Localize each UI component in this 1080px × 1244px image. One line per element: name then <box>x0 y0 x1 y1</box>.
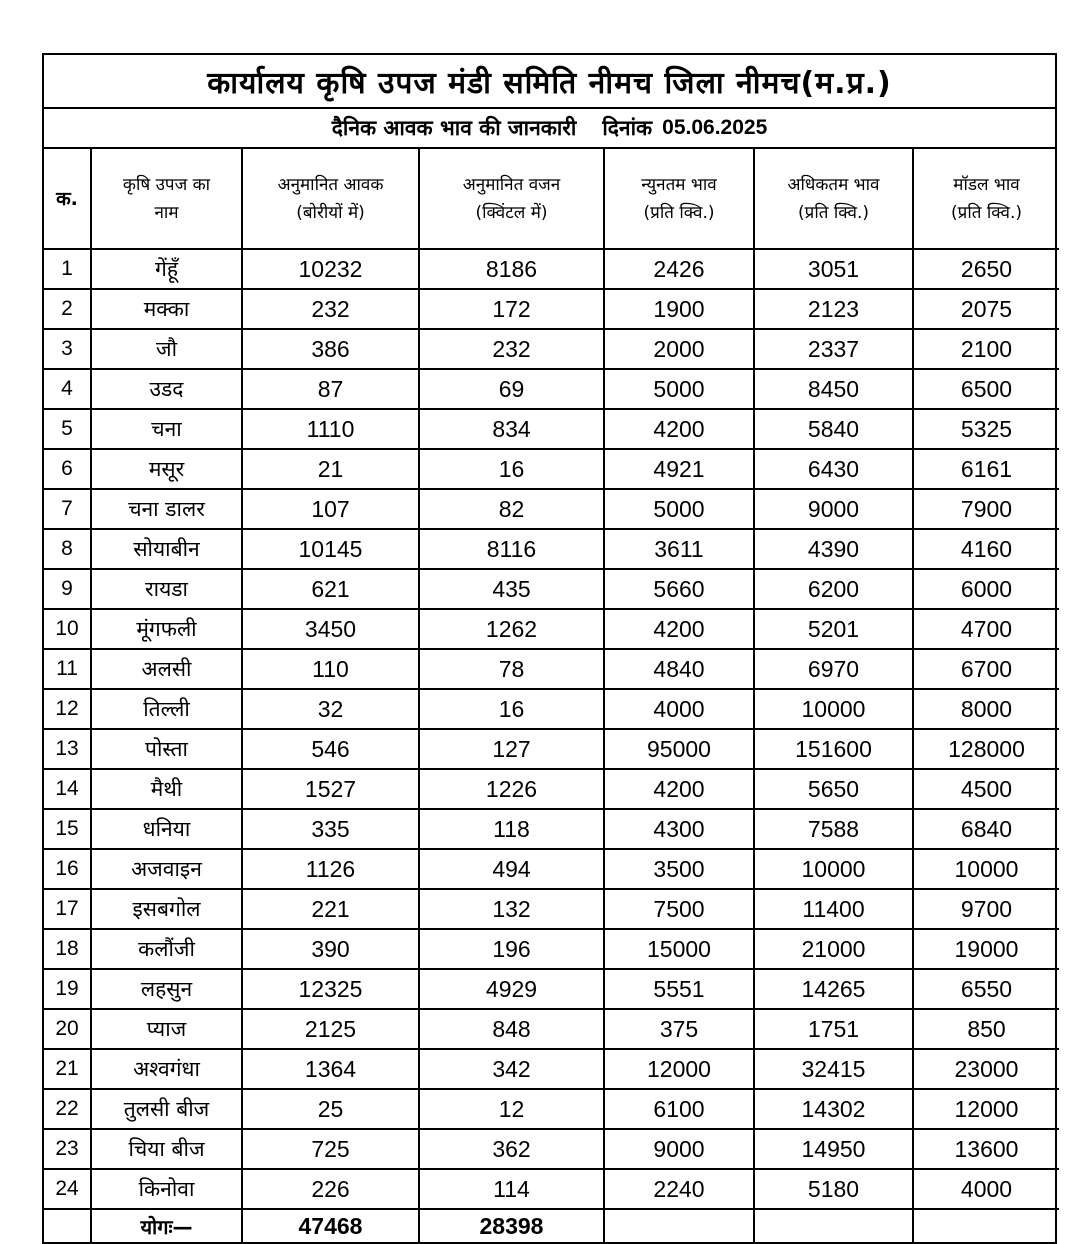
row-arrival: 107 <box>242 489 419 529</box>
row-modal-price: 6550 <box>913 969 1059 1009</box>
row-modal-price: 8000 <box>913 689 1059 729</box>
row-crop-name: धनिया <box>91 809 242 849</box>
price-table <box>44 149 1059 1242</box>
row-modal-price: 6700 <box>913 649 1059 689</box>
table-row <box>44 1169 1059 1209</box>
row-max-price: 1751 <box>754 1009 913 1049</box>
row-min-price: 5000 <box>604 369 754 409</box>
row-min-price: 15000 <box>604 929 754 969</box>
header-min-line1: न्युनतम भाव <box>641 174 717 195</box>
header-arrival <box>242 149 419 249</box>
row-arrival: 3450 <box>242 609 419 649</box>
row-crop-name: अलसी <box>91 649 242 689</box>
row-crop-name: तुलसी बीज <box>91 1089 242 1129</box>
row-serial: 19 <box>44 969 91 1009</box>
row-weight: 232 <box>419 329 604 369</box>
row-serial: 18 <box>44 929 91 969</box>
table-row <box>44 569 1059 609</box>
row-arrival: 1527 <box>242 769 419 809</box>
row-crop-name: चना <box>91 409 242 449</box>
row-max-price: 9000 <box>754 489 913 529</box>
row-arrival: 87 <box>242 369 419 409</box>
row-min-price: 2000 <box>604 329 754 369</box>
row-max-price: 7588 <box>754 809 913 849</box>
row-arrival: 621 <box>242 569 419 609</box>
table-body <box>44 249 1059 1242</box>
row-arrival: 21 <box>242 449 419 489</box>
header-weight-line2: (क्विंटल में) <box>475 202 548 223</box>
table-row <box>44 889 1059 929</box>
row-max-price: 14950 <box>754 1129 913 1169</box>
row-max-price: 10000 <box>754 689 913 729</box>
row-weight: 114 <box>419 1169 604 1209</box>
row-serial: 8 <box>44 529 91 569</box>
row-modal-price: 10000 <box>913 849 1059 889</box>
row-crop-name: पोस्ता <box>91 729 242 769</box>
header-modal-price <box>913 149 1059 249</box>
row-weight: 4929 <box>419 969 604 1009</box>
row-serial: 6 <box>44 449 91 489</box>
row-min-price: 9000 <box>604 1129 754 1169</box>
header-crop-line1: कृषि उपज का <box>122 174 211 195</box>
row-serial: 21 <box>44 1049 91 1089</box>
row-max-price: 4390 <box>754 529 913 569</box>
row-modal-price: 2075 <box>913 289 1059 329</box>
row-serial: 1 <box>44 249 91 289</box>
row-min-price: 95000 <box>604 729 754 769</box>
row-arrival: 390 <box>242 929 419 969</box>
row-serial: 13 <box>44 729 91 769</box>
row-arrival: 1126 <box>242 849 419 889</box>
row-max-price: 5650 <box>754 769 913 809</box>
row-max-price: 21000 <box>754 929 913 969</box>
header-arrival-line1: अनुमानित आवक <box>277 174 384 195</box>
row-arrival: 725 <box>242 1129 419 1169</box>
row-crop-name: जौ <box>91 329 242 369</box>
row-modal-price: 5325 <box>913 409 1059 449</box>
row-max-price: 5840 <box>754 409 913 449</box>
row-serial: 24 <box>44 1169 91 1209</box>
row-weight: 16 <box>419 449 604 489</box>
row-arrival: 32 <box>242 689 419 729</box>
row-serial: 5 <box>44 409 91 449</box>
total-min-cell <box>604 1209 754 1242</box>
row-min-price: 4200 <box>604 609 754 649</box>
row-arrival: 335 <box>242 809 419 849</box>
row-min-price: 4200 <box>604 769 754 809</box>
row-max-price: 10000 <box>754 849 913 889</box>
table-row <box>44 1129 1059 1169</box>
row-min-price: 12000 <box>604 1049 754 1089</box>
row-arrival: 1364 <box>242 1049 419 1089</box>
row-modal-price: 6840 <box>913 809 1059 849</box>
table-row <box>44 329 1059 369</box>
row-max-price: 5201 <box>754 609 913 649</box>
row-serial: 22 <box>44 1089 91 1129</box>
header-modal-line1: मॉडल भाव <box>953 174 1020 195</box>
row-serial: 11 <box>44 649 91 689</box>
row-max-price: 8450 <box>754 369 913 409</box>
row-arrival: 226 <box>242 1169 419 1209</box>
row-max-price: 14265 <box>754 969 913 1009</box>
row-crop-name: अजवाइन <box>91 849 242 889</box>
header-weight <box>419 149 604 249</box>
row-max-price: 32415 <box>754 1049 913 1089</box>
table-header-row <box>44 149 1059 249</box>
table-row <box>44 769 1059 809</box>
row-crop-name: चिया बीज <box>91 1129 242 1169</box>
row-crop-name: रायडा <box>91 569 242 609</box>
row-crop-name: किनोवा <box>91 1169 242 1209</box>
row-max-price: 11400 <box>754 889 913 929</box>
row-serial: 15 <box>44 809 91 849</box>
row-weight: 127 <box>419 729 604 769</box>
header-max-line1: अधिकतम भाव <box>787 174 880 195</box>
row-arrival: 2125 <box>242 1009 419 1049</box>
row-weight: 834 <box>419 409 604 449</box>
row-weight: 69 <box>419 369 604 409</box>
row-arrival: 25 <box>242 1089 419 1129</box>
table-row <box>44 689 1059 729</box>
row-min-price: 1900 <box>604 289 754 329</box>
table-row <box>44 729 1059 769</box>
table-row <box>44 969 1059 1009</box>
report-date: 05.06.2025 <box>662 116 768 139</box>
row-serial: 23 <box>44 1129 91 1169</box>
row-arrival: 12325 <box>242 969 419 1009</box>
header-weight-line1: अनुमानित वजन <box>462 174 561 195</box>
row-min-price: 4840 <box>604 649 754 689</box>
row-max-price: 3051 <box>754 249 913 289</box>
row-crop-name: गेंहूँ <box>91 249 242 289</box>
row-crop-name: प्याज <box>91 1009 242 1049</box>
report-subtitle <box>44 109 1055 149</box>
row-arrival: 10145 <box>242 529 419 569</box>
header-max-line2: (प्रति क्वि.) <box>798 202 869 223</box>
table-row <box>44 409 1059 449</box>
table-row <box>44 1009 1059 1049</box>
row-modal-price: 13600 <box>913 1129 1059 1169</box>
row-modal-price: 4700 <box>913 609 1059 649</box>
report-subtitle-text: दैनिक आवक भाव की जानकारी <box>331 116 577 140</box>
row-min-price: 3500 <box>604 849 754 889</box>
row-modal-price: 4160 <box>913 529 1059 569</box>
row-modal-price: 2100 <box>913 329 1059 369</box>
row-weight: 82 <box>419 489 604 529</box>
row-min-price: 5000 <box>604 489 754 529</box>
date-label: दिनांक <box>602 116 653 140</box>
table-row <box>44 289 1059 329</box>
total-serial-cell <box>44 1209 91 1242</box>
header-min-price <box>604 149 754 249</box>
row-max-price: 5180 <box>754 1169 913 1209</box>
row-serial: 9 <box>44 569 91 609</box>
row-max-price: 2337 <box>754 329 913 369</box>
row-crop-name: सोयाबीन <box>91 529 242 569</box>
row-modal-price: 4000 <box>913 1169 1059 1209</box>
table-row <box>44 809 1059 849</box>
row-serial: 7 <box>44 489 91 529</box>
row-weight: 494 <box>419 849 604 889</box>
header-modal-line2: (प्रति क्वि.) <box>951 202 1022 223</box>
total-max-cell <box>754 1209 913 1242</box>
row-max-price: 14302 <box>754 1089 913 1129</box>
row-modal-price: 7900 <box>913 489 1059 529</box>
row-arrival: 1110 <box>242 409 419 449</box>
row-weight: 342 <box>419 1049 604 1089</box>
total-weight: 28398 <box>419 1209 604 1242</box>
table-row <box>44 609 1059 649</box>
row-crop-name: मैथी <box>91 769 242 809</box>
row-min-price: 2240 <box>604 1169 754 1209</box>
row-min-price: 375 <box>604 1009 754 1049</box>
row-min-price: 3611 <box>604 529 754 569</box>
row-max-price: 6200 <box>754 569 913 609</box>
office-title: कार्यालय कृषि उपज मंडी समिति नीमच जिला नीमच(म.प्र.) <box>44 55 1055 109</box>
row-weight: 848 <box>419 1009 604 1049</box>
table-row <box>44 849 1059 889</box>
row-crop-name: इसबगोल <box>91 889 242 929</box>
row-crop-name: मूंगफली <box>91 609 242 649</box>
row-weight: 8186 <box>419 249 604 289</box>
row-weight: 8116 <box>419 529 604 569</box>
row-min-price: 4200 <box>604 409 754 449</box>
row-max-price: 2123 <box>754 289 913 329</box>
row-crop-name: मक्का <box>91 289 242 329</box>
table-row <box>44 929 1059 969</box>
row-modal-price: 2650 <box>913 249 1059 289</box>
row-modal-price: 850 <box>913 1009 1059 1049</box>
row-modal-price: 4500 <box>913 769 1059 809</box>
total-label: योगः— <box>91 1209 242 1242</box>
row-arrival: 221 <box>242 889 419 929</box>
row-crop-name: कलौंजी <box>91 929 242 969</box>
total-modal-cell <box>913 1209 1059 1242</box>
table-row <box>44 369 1059 409</box>
row-max-price: 6970 <box>754 649 913 689</box>
row-serial: 14 <box>44 769 91 809</box>
row-crop-name: तिल्ली <box>91 689 242 729</box>
row-max-price: 6430 <box>754 449 913 489</box>
row-arrival: 546 <box>242 729 419 769</box>
row-modal-price: 19000 <box>913 929 1059 969</box>
row-min-price: 2426 <box>604 249 754 289</box>
table-row <box>44 489 1059 529</box>
header-min-line2: (प्रति क्वि.) <box>643 202 715 223</box>
table-row <box>44 529 1059 569</box>
table-row <box>44 1089 1059 1129</box>
row-weight: 196 <box>419 929 604 969</box>
row-arrival: 110 <box>242 649 419 689</box>
row-serial: 3 <box>44 329 91 369</box>
row-serial: 17 <box>44 889 91 929</box>
header-crop-line2: नाम <box>154 202 179 223</box>
row-min-price: 4300 <box>604 809 754 849</box>
total-row <box>44 1209 1059 1242</box>
row-crop-name: उडद <box>91 369 242 409</box>
row-weight: 132 <box>419 889 604 929</box>
row-weight: 435 <box>419 569 604 609</box>
table-row <box>44 249 1059 289</box>
row-serial: 12 <box>44 689 91 729</box>
row-max-price: 151600 <box>754 729 913 769</box>
header-max-price <box>754 149 913 249</box>
row-modal-price: 6000 <box>913 569 1059 609</box>
row-arrival: 10232 <box>242 249 419 289</box>
table-row <box>44 649 1059 689</box>
row-crop-name: लहसुन <box>91 969 242 1009</box>
row-min-price: 5551 <box>604 969 754 1009</box>
row-min-price: 4921 <box>604 449 754 489</box>
row-crop-name: चना डालर <box>91 489 242 529</box>
row-modal-price: 12000 <box>913 1089 1059 1129</box>
row-modal-price: 128000 <box>913 729 1059 769</box>
row-crop-name: मसूर <box>91 449 242 489</box>
row-weight: 362 <box>419 1129 604 1169</box>
row-modal-price: 9700 <box>913 889 1059 929</box>
row-min-price: 7500 <box>604 889 754 929</box>
row-serial: 16 <box>44 849 91 889</box>
row-serial: 2 <box>44 289 91 329</box>
row-min-price: 5660 <box>604 569 754 609</box>
mandi-price-sheet <box>42 53 1057 1244</box>
row-modal-price: 23000 <box>913 1049 1059 1089</box>
row-weight: 172 <box>419 289 604 329</box>
row-min-price: 6100 <box>604 1089 754 1129</box>
row-weight: 78 <box>419 649 604 689</box>
row-modal-price: 6161 <box>913 449 1059 489</box>
row-weight: 118 <box>419 809 604 849</box>
row-weight: 16 <box>419 689 604 729</box>
total-arrival: 47468 <box>242 1209 419 1242</box>
table-row <box>44 449 1059 489</box>
row-serial: 20 <box>44 1009 91 1049</box>
row-arrival: 232 <box>242 289 419 329</box>
row-weight: 1226 <box>419 769 604 809</box>
row-serial: 10 <box>44 609 91 649</box>
table-row <box>44 1049 1059 1089</box>
row-modal-price: 6500 <box>913 369 1059 409</box>
header-arrival-line2: (बोरीयों में) <box>296 202 365 223</box>
row-weight: 12 <box>419 1089 604 1129</box>
row-weight: 1262 <box>419 609 604 649</box>
header-serial: क. <box>44 149 91 249</box>
row-arrival: 386 <box>242 329 419 369</box>
row-crop-name: अश्वगंधा <box>91 1049 242 1089</box>
row-serial: 4 <box>44 369 91 409</box>
row-min-price: 4000 <box>604 689 754 729</box>
header-crop-name <box>91 149 242 249</box>
